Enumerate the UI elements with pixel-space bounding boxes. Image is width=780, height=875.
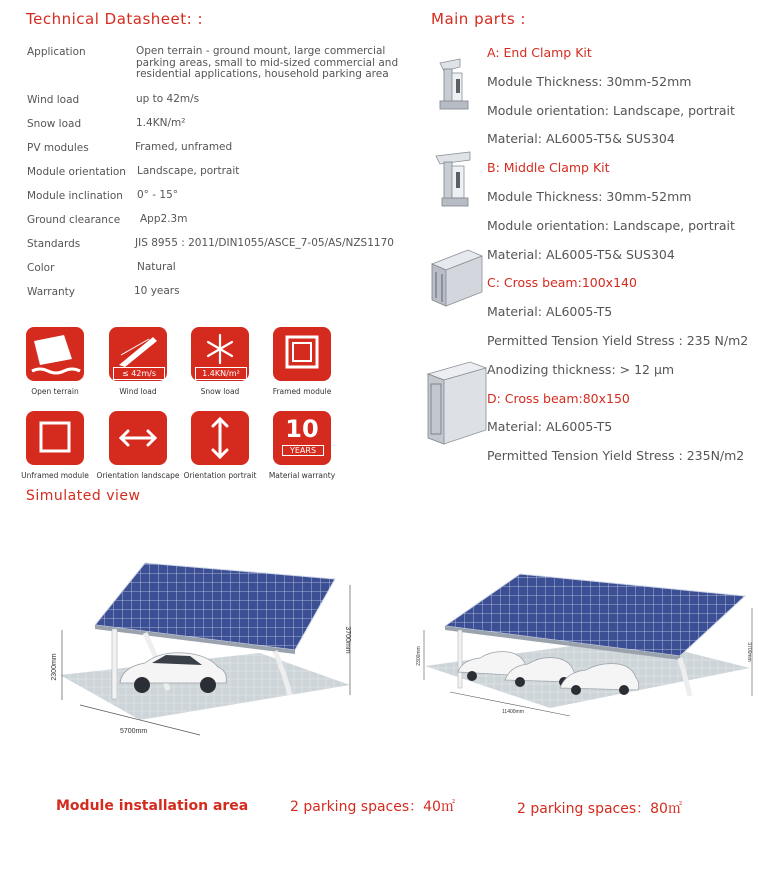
spec-label: PV modules: [27, 142, 89, 154]
spec-value: 10 years: [134, 285, 180, 297]
cross-beam-c-image: [428, 248, 486, 308]
icon-caption: Wind load: [119, 387, 157, 396]
spec-value: App2.3m: [140, 213, 188, 225]
spec-label: Color: [27, 262, 55, 274]
icon-caption: Material warranty: [268, 471, 336, 480]
middle-clamp-image: [430, 150, 480, 210]
part-heading: B: Middle Clamp Kit: [487, 160, 610, 176]
spec-value: 0° - 15°: [137, 189, 179, 201]
unframed-module-icon: [26, 411, 84, 465]
simulated-view-title: Simulated view: [26, 488, 141, 504]
carport-left-illustration: [50, 555, 370, 740]
datasheet-title: Technical Datasheet: :: [26, 10, 203, 28]
snow-load-icon: [191, 327, 249, 381]
part-heading: D: Cross beam:80x150: [487, 390, 630, 406]
icon-badge: ≤ 42m/s: [113, 367, 165, 380]
spec-label: Application: [27, 46, 86, 58]
left-height-high-label: 3700mm: [344, 626, 351, 654]
icon-caption: Open terrain: [31, 387, 79, 396]
icon-badge: 1.4KN/m²: [195, 367, 247, 380]
spec-value: 1.4KN/m²: [136, 117, 186, 129]
open-terrain-icon: [26, 327, 84, 381]
part-spec: Material: AL6005-T5: [487, 419, 613, 435]
warranty-years-word: YEARS: [282, 445, 324, 456]
part-spec: Material: AL6005-T5& SUS304: [487, 131, 675, 147]
icon-caption: Orientation portrait: [183, 471, 257, 480]
orientation-portrait-icon: [191, 411, 249, 465]
wind-load-icon: [109, 327, 167, 381]
spec-value: up to 42m/s: [136, 93, 200, 105]
framed-module-icon: [273, 327, 331, 381]
part-spec: Material: AL6005-T5: [487, 304, 613, 320]
part-spec: Module orientation: Landscape, portrait: [487, 217, 735, 233]
right-width-label: 11400mm: [502, 709, 524, 715]
spec-value: Natural: [137, 261, 176, 273]
part-spec: Module Thickness: 30mm-52mm: [487, 73, 692, 89]
part-heading: C: Cross beam:100x140: [487, 275, 637, 291]
part-heading: A: End Clamp Kit: [487, 45, 592, 60]
part-spec: Module Thickness: 30mm-52mm: [487, 189, 692, 204]
carport-right-illustration: [410, 568, 765, 718]
right-height-low-label: 2300mm: [416, 646, 422, 666]
installation-area-right: 2 parking spaces：80㎡: [517, 801, 682, 817]
spec-label: Standards: [27, 238, 81, 250]
spec-label: Snow load: [27, 118, 82, 130]
part-spec: Permitted Tension Yield Stress : 235 N/m2: [487, 333, 749, 348]
orientation-landscape-icon: [109, 411, 167, 465]
part-spec: Anodizing thickness: > 12 μm: [487, 361, 675, 377]
end-clamp-image: [430, 55, 480, 115]
spec-label: Warranty: [27, 286, 76, 298]
spec-value: Landscape, portrait: [137, 165, 240, 177]
installation-area-label: Module installation area: [56, 798, 249, 814]
right-height-high-label: 3700mm: [746, 642, 752, 662]
icon-caption: Unframed module: [21, 471, 89, 480]
installation-area-left: 2 parking spaces：40㎡: [290, 799, 455, 815]
spec-label: Module inclination: [27, 190, 123, 202]
spec-value: Framed, unframed: [135, 141, 233, 153]
icon-caption: Framed module: [272, 387, 332, 396]
main-parts-title: Main parts :: [431, 10, 526, 28]
spec-label: Module orientation: [27, 166, 126, 178]
left-height-low-label: 2300mm: [51, 653, 58, 681]
part-spec: Material: AL6005-T5& SUS304: [487, 246, 675, 262]
icon-caption: Snow load: [200, 387, 240, 396]
spec-label: Wind load: [27, 94, 80, 106]
part-spec: Module orientation: Landscape, portrait: [487, 102, 735, 118]
icon-caption: Orientation landscape: [96, 471, 180, 480]
cross-beam-d-image: [426, 360, 488, 448]
material-warranty-icon: [273, 411, 331, 465]
warranty-years-number: 10: [285, 415, 319, 443]
part-spec: Permitted Tension Yield Stress : 235N/m2: [487, 448, 745, 464]
spec-value: JIS 8955 : 2011/DIN1055/ASCE_7-05/AS/NZS1170: [135, 237, 394, 249]
spec-value: Open terrain - ground mount, large commercial parking areas, small to mid-sized commercial and residential applications, household parking area: [136, 45, 399, 80]
left-width-label: 5700mm: [120, 728, 148, 735]
spec-label: Ground clearance: [27, 214, 121, 226]
